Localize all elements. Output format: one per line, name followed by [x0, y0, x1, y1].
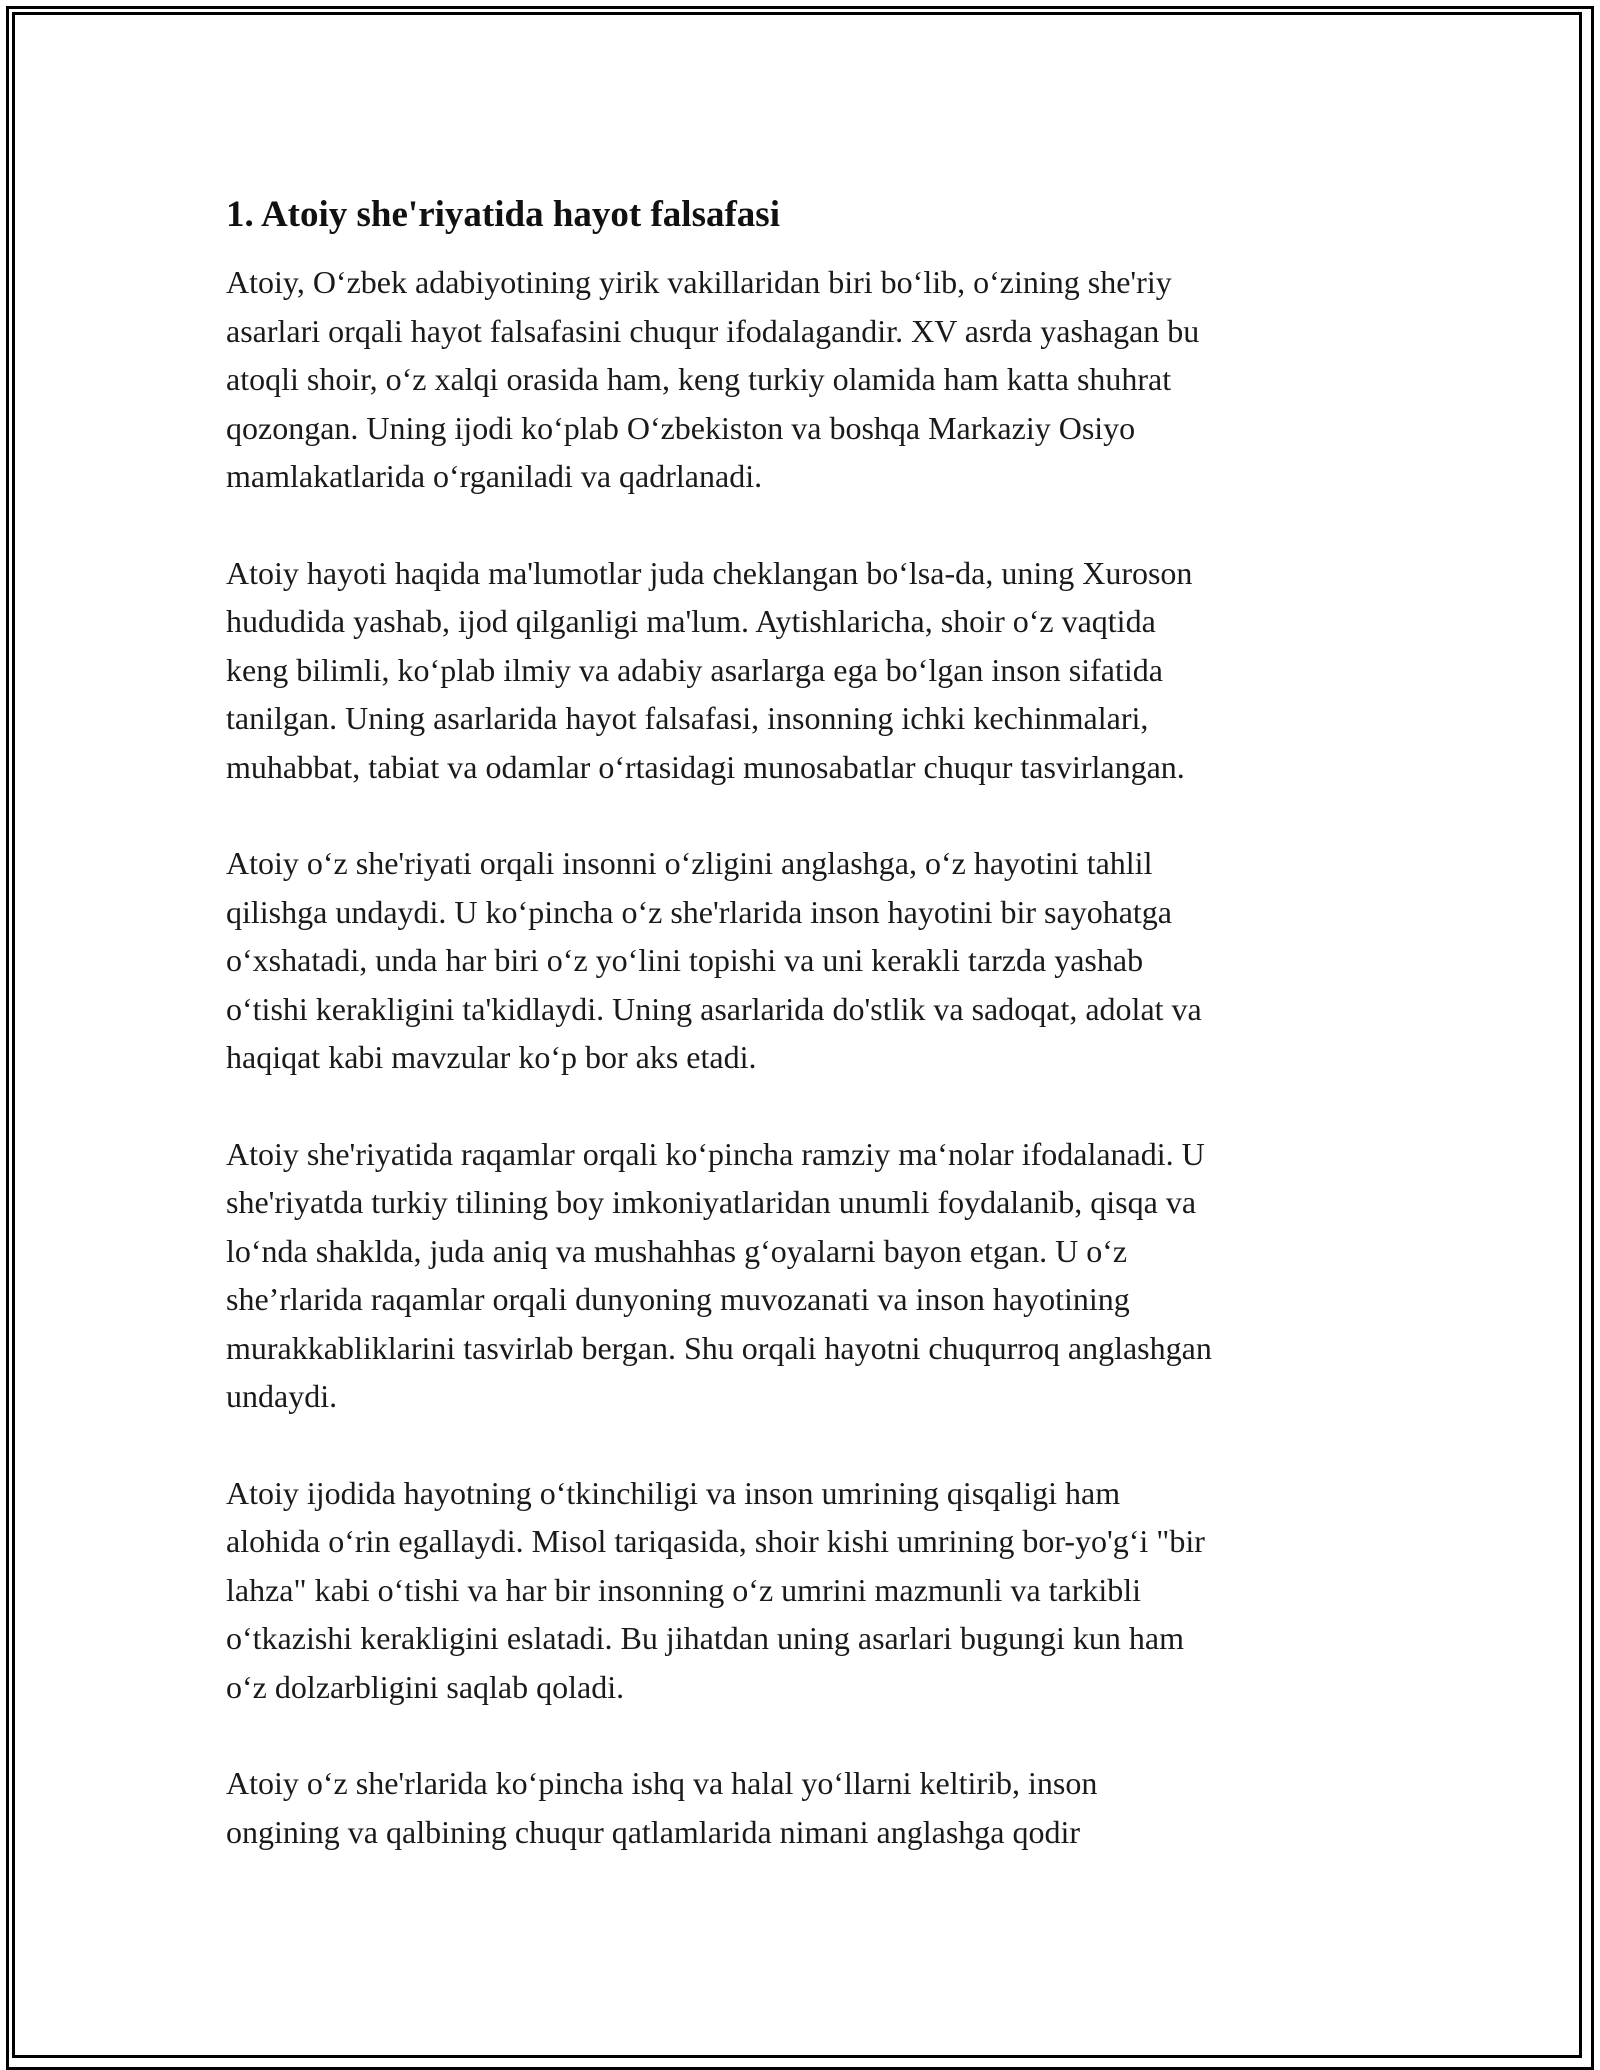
section-heading: 1. Atoiy she'riyatida hayot falsafasi	[226, 194, 780, 235]
document-body	[226, 176, 1376, 1904]
paragraph-3: Atoiy o‘z she'riyati orqali insonni o‘zligini anglashga, o‘z hayotini tahlil qilishga undaydi. U ko‘pincha o‘z she'rlarida inson hayotini bir sayohatga o‘xshatadi, unda har biri o‘z yo‘lini topishi va uni kerakli tarzda yashab o‘tishi kerakligini ta'kidlaydi. Uning asarlarida do'stlik va sadoqat, adolat va haqiqat kabi mavzular ko‘p bor aks etadi.	[226, 845, 1202, 1075]
paragraph-1: Atoiy, O‘zbek adabiyotining yirik vakillaridan biri bo‘lib, o‘zining she'riy asarlari orqali hayot falsafasini chuqur ifodalagandir. XV asrda yashagan bu atoqli shoir, o‘z xalqi orasida ham, keng turkiy olamida ham katta shuhrat qozongan. Uning ijodi ko‘plab O‘zbekiston va boshqa Markaziy Osiyo mamlakatlarida o‘rganiladi va qadrlanadi.	[226, 264, 1200, 494]
paragraph-5: Atoiy ijodida hayotning o‘tkinchiligi va inson umrining qisqaligi ham alohida o‘rin egallaydi. Misol tariqasida, shoir kishi umrining bor-yo'g‘i "bir lahza" kabi o‘tishi va har bir insonning o‘z umrini mazmunli va tarkibli o‘tkazishi kerakligini eslatadi. Bu jihatdan uning asarlari bugungi kun ham o‘z dolzarbligini saqlab qoladi.	[226, 1474, 1205, 1705]
paragraph-6: Atoiy o‘z she'rlarida ko‘pincha ishq va halal yo‘llarni keltirib, inson ongining va qalbining chuqur qatlamlarida nimani anglashga qodir	[226, 1765, 1098, 1850]
paragraph-4: Atoiy she'riyatida raqamlar orqali ko‘pincha ramziy ma‘nolar ifodalanadi. U she'riyatda turkiy tilining boy imkoniyatlaridan unumli foydalanib, qisqa va lo‘nda shaklda, juda aniq va mushahhas g‘oyalarni bayon etgan. U o‘z she’rlarida raqamlar orqali dunyoning muvozanati va inson hayotining murakkabliklarini tasvirlab bergan. Shu orqali hayotni chuqurroq anglashgan undaydi.	[226, 1135, 1212, 1414]
paragraph-2: Atoiy hayoti haqida ma'lumotlar juda cheklangan bo‘lsa-da, uning Xuroson hududida yashab, ijod qilganligi ma'lum. Aytishlaricha, shoir o‘z vaqtida keng bilimli, ko‘plab ilmiy va adabiy asarlarga ega bo‘lgan inson sifatida tanilgan. Uning asarlarida hayot falsafasi, insonning ichki kechinmalari, muhabbat, tabiat va odamlar o‘rtasidagi munosabatlar chuqur tasvirlangan.	[226, 554, 1193, 785]
